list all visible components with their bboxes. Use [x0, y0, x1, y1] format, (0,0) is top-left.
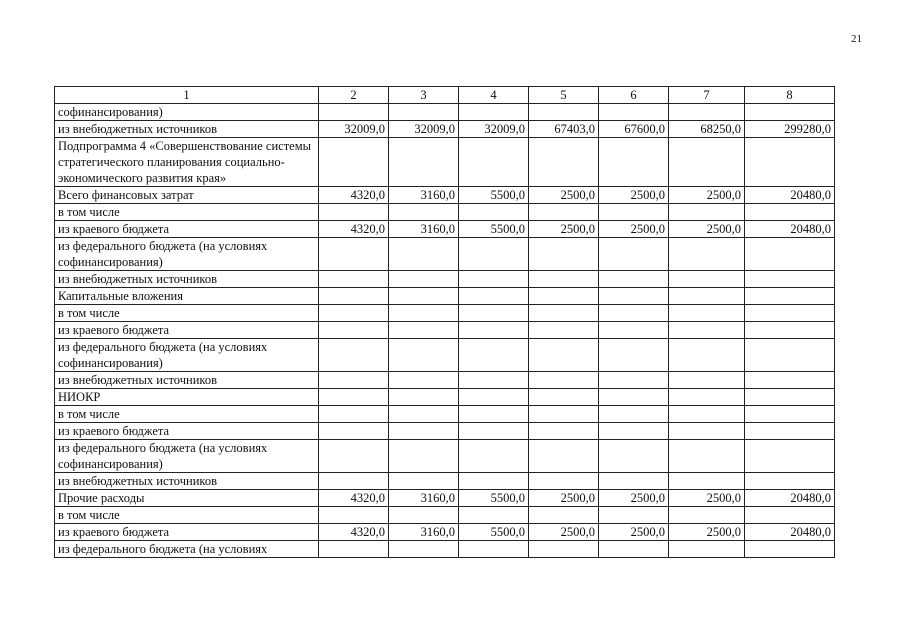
table-row: [55, 524, 835, 541]
value-cell: [389, 238, 459, 271]
header-cell: 3: [389, 87, 459, 104]
value-cell: [669, 238, 745, 271]
value-cell: [745, 541, 835, 558]
value-cell: [599, 305, 669, 322]
value-cell: [389, 541, 459, 558]
value-cell: [599, 406, 669, 423]
value-cell: [319, 406, 389, 423]
row-label: в том числе: [55, 305, 319, 322]
value-cell: [669, 406, 745, 423]
value-cell: [669, 389, 745, 406]
value-cell: 32009,0: [459, 121, 529, 138]
value-cell: [459, 339, 529, 372]
header-row: [55, 87, 835, 104]
value-cell: [529, 406, 599, 423]
value-cell: [669, 440, 745, 473]
table-row: [55, 473, 835, 490]
value-cell: 2500,0: [599, 187, 669, 204]
table-row: [55, 121, 835, 138]
row-label: из федерального бюджета (на условиях: [55, 541, 319, 558]
table-row: [55, 541, 835, 558]
value-cell: [529, 305, 599, 322]
header-cell: 8: [745, 87, 835, 104]
value-cell: 20480,0: [745, 524, 835, 541]
value-cell: [669, 271, 745, 288]
table-row: [55, 221, 835, 238]
row-label: НИОКР: [55, 389, 319, 406]
value-cell: 5500,0: [459, 524, 529, 541]
value-cell: [319, 305, 389, 322]
value-cell: [529, 322, 599, 339]
value-cell: [529, 372, 599, 389]
value-cell: [599, 473, 669, 490]
value-cell: [459, 372, 529, 389]
value-cell: [669, 372, 745, 389]
table-row: [55, 389, 835, 406]
value-cell: [389, 372, 459, 389]
value-cell: [529, 238, 599, 271]
value-cell: [389, 507, 459, 524]
value-cell: 3160,0: [389, 490, 459, 507]
value-cell: [745, 473, 835, 490]
value-cell: 67403,0: [529, 121, 599, 138]
value-cell: [745, 406, 835, 423]
table-row: [55, 238, 835, 271]
value-cell: 67600,0: [599, 121, 669, 138]
row-label: Капитальные вложения: [55, 288, 319, 305]
header-cell: 5: [529, 87, 599, 104]
value-cell: 20480,0: [745, 187, 835, 204]
value-cell: [459, 238, 529, 271]
row-label: из внебюджетных источников: [55, 473, 319, 490]
value-cell: [529, 389, 599, 406]
value-cell: [669, 473, 745, 490]
value-cell: [389, 406, 459, 423]
value-cell: [669, 423, 745, 440]
value-cell: [529, 473, 599, 490]
value-cell: [599, 138, 669, 187]
value-cell: 5500,0: [459, 490, 529, 507]
value-cell: [669, 339, 745, 372]
value-cell: [389, 322, 459, 339]
value-cell: 32009,0: [319, 121, 389, 138]
value-cell: [319, 238, 389, 271]
value-cell: [459, 305, 529, 322]
value-cell: [319, 440, 389, 473]
value-cell: [745, 389, 835, 406]
value-cell: [319, 288, 389, 305]
value-cell: [389, 473, 459, 490]
value-cell: [745, 372, 835, 389]
value-cell: 20480,0: [745, 490, 835, 507]
row-label: из краевого бюджета: [55, 322, 319, 339]
value-cell: [529, 104, 599, 121]
value-cell: [745, 204, 835, 221]
value-cell: 2500,0: [529, 524, 599, 541]
value-cell: [319, 322, 389, 339]
value-cell: [599, 271, 669, 288]
row-label: Прочие расходы: [55, 490, 319, 507]
value-cell: [529, 339, 599, 372]
value-cell: 2500,0: [529, 187, 599, 204]
header-cell: 7: [669, 87, 745, 104]
value-cell: [529, 288, 599, 305]
value-cell: [669, 204, 745, 221]
table-row: [55, 187, 835, 204]
value-cell: 2500,0: [669, 187, 745, 204]
value-cell: [389, 423, 459, 440]
value-cell: 4320,0: [319, 187, 389, 204]
value-cell: [745, 339, 835, 372]
value-cell: 5500,0: [459, 221, 529, 238]
table-row: [55, 271, 835, 288]
row-label: из внебюджетных источников: [55, 372, 319, 389]
value-cell: 68250,0: [669, 121, 745, 138]
row-label: из краевого бюджета: [55, 423, 319, 440]
value-cell: [599, 339, 669, 372]
value-cell: [459, 473, 529, 490]
value-cell: [599, 389, 669, 406]
row-label: Всего финансовых затрат: [55, 187, 319, 204]
value-cell: [529, 271, 599, 288]
value-cell: [529, 138, 599, 187]
header-cell: 4: [459, 87, 529, 104]
table-row: [55, 322, 835, 339]
budget-table: [54, 86, 835, 558]
value-cell: 2500,0: [599, 524, 669, 541]
value-cell: 2500,0: [599, 490, 669, 507]
value-cell: [389, 440, 459, 473]
table-row: [55, 305, 835, 322]
table-row: [55, 138, 835, 187]
value-cell: 4320,0: [319, 490, 389, 507]
value-cell: [745, 322, 835, 339]
header-cell: 2: [319, 87, 389, 104]
value-cell: [669, 322, 745, 339]
value-cell: [669, 541, 745, 558]
value-cell: [599, 322, 669, 339]
value-cell: [599, 440, 669, 473]
value-cell: [459, 423, 529, 440]
value-cell: [459, 288, 529, 305]
value-cell: [669, 138, 745, 187]
row-label: из краевого бюджета: [55, 524, 319, 541]
value-cell: [529, 204, 599, 221]
table-row: [55, 490, 835, 507]
value-cell: [599, 541, 669, 558]
page-number: 21: [851, 33, 862, 45]
value-cell: [745, 305, 835, 322]
row-label: из внебюджетных источников: [55, 271, 319, 288]
value-cell: [319, 104, 389, 121]
value-cell: [745, 288, 835, 305]
value-cell: [745, 138, 835, 187]
value-cell: 3160,0: [389, 524, 459, 541]
value-cell: [459, 271, 529, 288]
value-cell: [319, 473, 389, 490]
value-cell: [319, 372, 389, 389]
row-label: софинансирования): [55, 104, 319, 121]
value-cell: [459, 541, 529, 558]
value-cell: 4320,0: [319, 221, 389, 238]
value-cell: [599, 288, 669, 305]
value-cell: [389, 305, 459, 322]
value-cell: [459, 507, 529, 524]
table-row: [55, 423, 835, 440]
table-row: [55, 372, 835, 389]
value-cell: [389, 104, 459, 121]
row-label: из федерального бюджета (на условиях софинансирования): [55, 339, 319, 372]
value-cell: [745, 271, 835, 288]
value-cell: 3160,0: [389, 187, 459, 204]
table-body: [55, 87, 835, 558]
row-label: в том числе: [55, 507, 319, 524]
value-cell: [459, 389, 529, 406]
value-cell: 2500,0: [669, 524, 745, 541]
table-row: [55, 406, 835, 423]
table-row: [55, 440, 835, 473]
header-cell: 1: [55, 87, 319, 104]
value-cell: 3160,0: [389, 221, 459, 238]
value-cell: [319, 339, 389, 372]
value-cell: [669, 288, 745, 305]
value-cell: [389, 271, 459, 288]
table-row: [55, 104, 835, 121]
value-cell: [745, 507, 835, 524]
value-cell: 5500,0: [459, 187, 529, 204]
table-row: [55, 507, 835, 524]
value-cell: [319, 389, 389, 406]
table-row: [55, 339, 835, 372]
value-cell: [745, 238, 835, 271]
value-cell: [389, 204, 459, 221]
value-cell: [389, 389, 459, 406]
value-cell: [389, 138, 459, 187]
value-cell: [459, 322, 529, 339]
table-row: [55, 288, 835, 305]
value-cell: 2500,0: [669, 490, 745, 507]
value-cell: 2500,0: [529, 490, 599, 507]
row-label: Подпрограмма 4 «Совершенствование системы стратегического планирования социально-экономического развития края»: [55, 138, 319, 187]
value-cell: [529, 541, 599, 558]
value-cell: 2500,0: [669, 221, 745, 238]
value-cell: [669, 104, 745, 121]
value-cell: [669, 507, 745, 524]
value-cell: [459, 406, 529, 423]
value-cell: 4320,0: [319, 524, 389, 541]
value-cell: [599, 423, 669, 440]
value-cell: [319, 541, 389, 558]
value-cell: [599, 204, 669, 221]
value-cell: 299280,0: [745, 121, 835, 138]
row-label: из краевого бюджета: [55, 221, 319, 238]
value-cell: [319, 138, 389, 187]
value-cell: 2500,0: [529, 221, 599, 238]
row-label: в том числе: [55, 406, 319, 423]
value-cell: [319, 507, 389, 524]
table-row: [55, 204, 835, 221]
value-cell: [529, 507, 599, 524]
value-cell: [599, 507, 669, 524]
value-cell: [599, 104, 669, 121]
value-cell: [745, 104, 835, 121]
value-cell: 32009,0: [389, 121, 459, 138]
value-cell: [459, 204, 529, 221]
value-cell: [669, 305, 745, 322]
row-label: в том числе: [55, 204, 319, 221]
row-label: из федерального бюджета (на условиях софинансирования): [55, 440, 319, 473]
value-cell: [529, 440, 599, 473]
value-cell: [529, 423, 599, 440]
header-cell: 6: [599, 87, 669, 104]
value-cell: [459, 104, 529, 121]
value-cell: 20480,0: [745, 221, 835, 238]
value-cell: [745, 423, 835, 440]
row-label: из внебюджетных источников: [55, 121, 319, 138]
value-cell: [319, 204, 389, 221]
value-cell: [745, 440, 835, 473]
value-cell: 2500,0: [599, 221, 669, 238]
value-cell: [389, 339, 459, 372]
value-cell: [389, 288, 459, 305]
value-cell: [319, 423, 389, 440]
value-cell: [599, 238, 669, 271]
value-cell: [599, 372, 669, 389]
value-cell: [459, 440, 529, 473]
row-label: из федерального бюджета (на условиях софинансирования): [55, 238, 319, 271]
value-cell: [319, 271, 389, 288]
value-cell: [459, 138, 529, 187]
